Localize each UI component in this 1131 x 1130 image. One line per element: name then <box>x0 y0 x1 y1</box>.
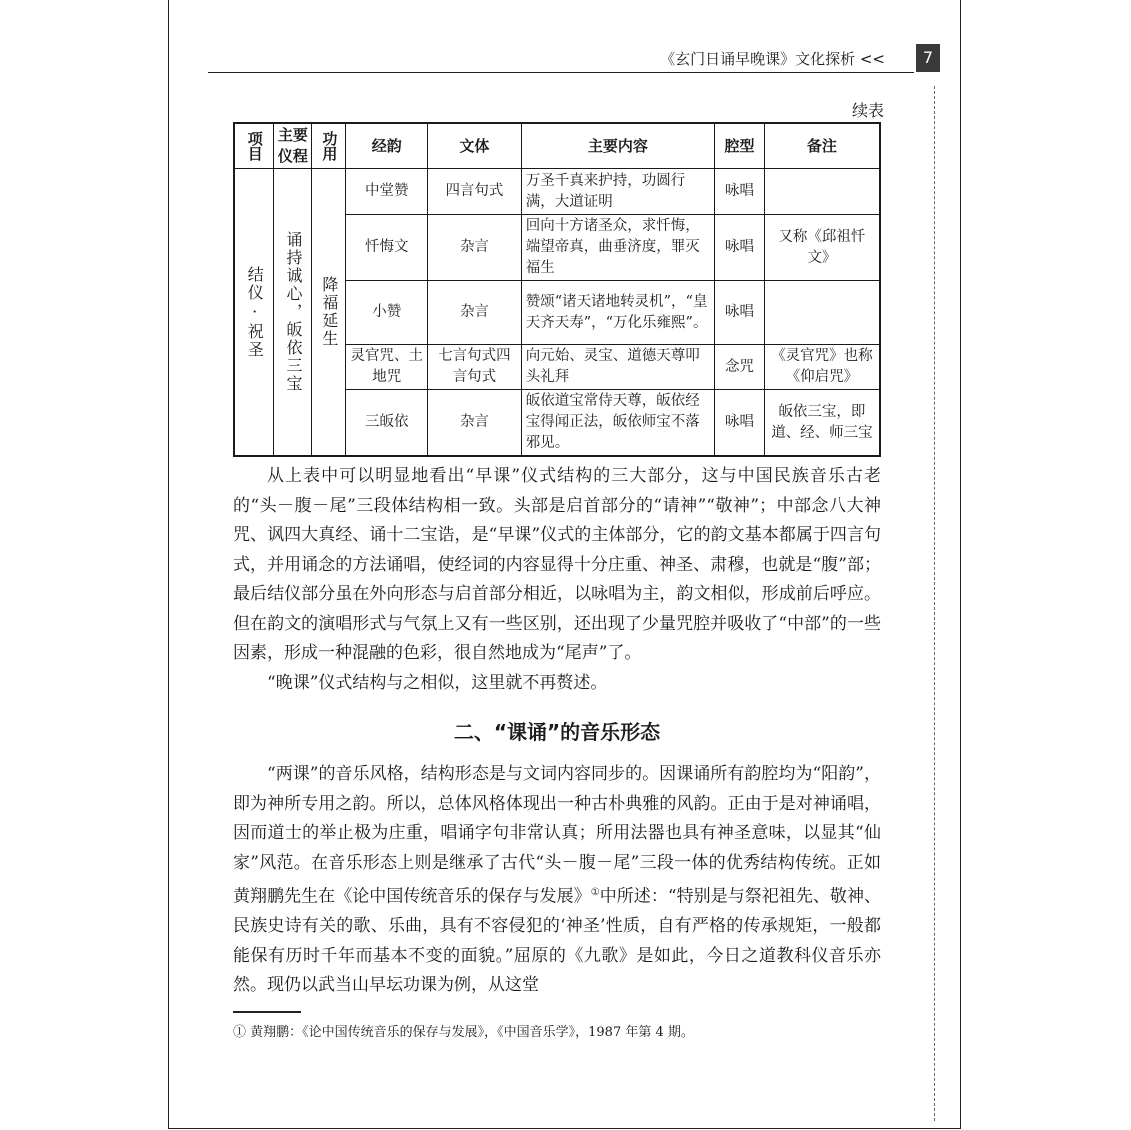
cell-style: 杂言 <box>428 215 522 281</box>
cell-style: 杂言 <box>428 281 522 345</box>
cell-tune: 咏唱 <box>715 281 765 345</box>
running-head: 《玄门日诵早晚课》文化探析 << <box>660 50 885 68</box>
section-heading: 二、“课诵”的音乐形态 <box>453 720 661 744</box>
table-row <box>234 169 880 215</box>
cell-remark <box>764 281 880 345</box>
footnote-marker: ① <box>590 887 600 898</box>
cell-scripture: 灵官咒、土地咒 <box>346 345 428 390</box>
cell-content: 赞颂“诸天诸地转灵机”，“皇天齐天寿”，“万化乐雍熙”。 <box>521 281 714 345</box>
header-item: 项目 <box>234 123 274 169</box>
cell-tune: 念咒 <box>715 345 765 390</box>
table-continued-label: 续表 <box>851 101 884 120</box>
header-procedure: 主要仪程 <box>274 123 312 169</box>
cell-content: 向元始、灵宝、道德天尊叩头礼拜 <box>521 345 714 390</box>
paragraph: “晚课”仪式结构与之相似，这里就不再赘述。 <box>267 672 608 693</box>
table-header-row <box>234 123 880 169</box>
cell-scripture: 中堂赞 <box>346 169 428 215</box>
cell-style: 七言句式四言句式 <box>428 345 522 390</box>
body-text-upper <box>233 462 881 698</box>
cell-tune: 咏唱 <box>715 215 765 281</box>
page-edge-dashed <box>934 86 935 1121</box>
header-rule <box>208 72 914 73</box>
cell-style: 四言句式 <box>428 169 522 215</box>
cell-remark: 又称《邱祖忏文》 <box>764 215 880 281</box>
ritual-structure-table <box>233 122 881 457</box>
paragraph <box>233 760 881 1001</box>
cell-remark <box>764 169 880 215</box>
body-text-lower <box>233 760 881 1001</box>
header-scripture: 经韵 <box>346 123 428 169</box>
page-number: 7 <box>916 44 940 72</box>
cell-remark: 皈依三宝，即道、经、师三宝 <box>764 390 880 457</box>
cell-item: 结仪·祝圣 <box>234 169 274 457</box>
cell-content: 皈依道宝常侍天尊，皈依经宝得闻正法，皈依师宝不落邪见。 <box>521 390 714 457</box>
footnote-rule <box>233 1011 301 1013</box>
cell-function: 降福延生 <box>312 169 346 457</box>
header-content: 主要内容 <box>521 123 714 169</box>
cell-scripture: 忏悔文 <box>346 215 428 281</box>
header-function: 功用 <box>312 123 346 169</box>
cell-content: 回向十方诸圣众，求忏悔，端望帝真，曲垂济度，罪灭福生 <box>521 215 714 281</box>
cell-content: 万圣千真来护持，功圆行满，大道证明 <box>521 169 714 215</box>
footnote: ① 黄翔鹏：《论中国传统音乐的保存与发展》，《中国音乐学》，1987 年第 4 期。 <box>233 1025 694 1040</box>
cell-scripture: 小赞 <box>346 281 428 345</box>
cell-remark: 《灵官咒》也称《仰启咒》 <box>764 345 880 390</box>
header-style: 文体 <box>428 123 522 169</box>
cell-tune: 咏唱 <box>715 169 765 215</box>
cell-procedure: 诵持诚心，皈依三宝 <box>274 169 312 457</box>
paragraph: 从上表中可以明显地看出“早课”仪式结构的三大部分，这与中国民族音乐古老的“头－腹－尾”三段体结构相一致。头部是启首部分的“请神”“敬神”；中部念八大神咒、讽四大真经、诵十二宝诰，是“早课”仪式的主体部分，它的韵文基本都属于四言句式，并用诵念的方法诵唱，使经词的内容显得十分庄重、神圣、肃穆，也就是“腹”部；最后结仪部分虽在外向形态与启首部分相近，以咏唱为主，韵文相似，形成前后呼应。但在韵文的演唱形式与气氛上又有一些区别，还出现了少量咒腔并吸收了“中部”的一些因素，形成一种混融的色彩，很自然地成为“尾声”了。 <box>233 466 881 663</box>
paragraph-part: “两课”的音乐风格，结构形态是与文词内容同步的。因课诵所有韵腔均为“阳韵”，即为神所专用之韵。所以，总体风格体现出一种古朴典雅的风韵。正由于是对神诵唱，因而道士的举止极为庄重，唱诵字句非常认真；所用法器也具有神圣意味，以显其“仙家”风范。在音乐形态上则是继承了古代“头－腹－尾”三段一体的优秀结构传统。正如黄翔鹏先生在《论中国传统音乐的保存与发展》 <box>233 764 881 907</box>
cell-tune: 咏唱 <box>715 390 765 457</box>
cell-scripture: 三皈依 <box>346 390 428 457</box>
cell-style: 杂言 <box>428 390 522 457</box>
paragraph-part: 中所述：“特别是与祭祀祖先、敬神、民族史诗有关的歌、乐曲，具有不容侵犯的‘神圣’性质，自有严格的传承规矩，一般都能保有历时千年而基本不变的面貌。”屈原的《九歌》是如此，今日之道教科仪音乐亦然。现仍以武当山早坛功课为例，从这堂 <box>233 886 881 996</box>
header-remark: 备注 <box>764 123 880 169</box>
header-tune: 腔型 <box>715 123 765 169</box>
